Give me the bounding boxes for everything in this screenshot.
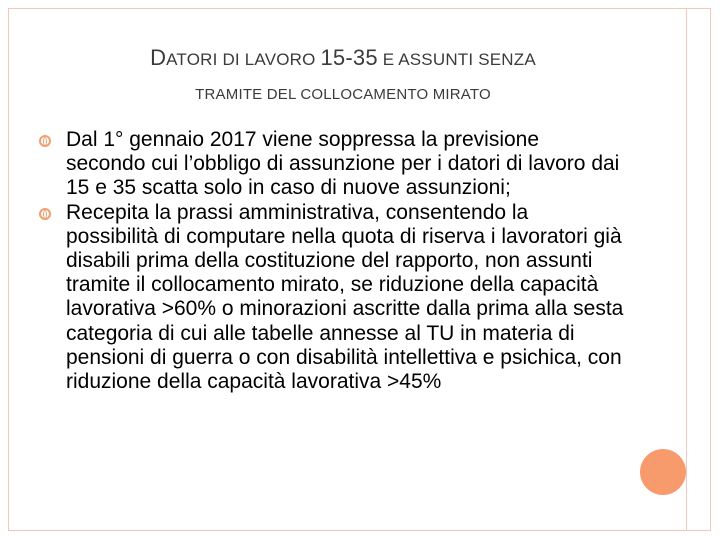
accent-circle [640, 449, 686, 495]
bullet-text: Dal 1° gennaio 2017 viene soppressa la previsione secondo cui l’obbligo di assunzione per i datori di lavoro dai 15 e 35 scatta solo in caso di nuove assunzioni; [66, 128, 620, 200]
slide-title [0, 45, 686, 71]
bullet-list [46, 128, 624, 394]
bullet-icon [39, 208, 51, 220]
title-text-b: E ASSUNTI SENZA [377, 50, 536, 69]
bullet-text: Recepita la prassi amministrativa, consentendo la possibilità di computare nella quota di riserva i lavoratori già disabili prima della costituzione del rapporto, non assunti tramite il collocamento mirato, se riduzione della capacità lavorativa >60% o minorazioni ascritte dalla prima alla sesta categoria di cui alle tabelle annesse al TU in materia di pensioni di guerra o con disabilità intellettiva e psichica, con riduzione della capacità lavorativa >45% [66, 200, 624, 394]
title-text-a: ATORI DI LAVORO [166, 50, 321, 69]
vertical-rule [686, 8, 687, 531]
title-initial: D [150, 45, 167, 70]
bullet-item [46, 201, 624, 395]
slide-subtitle: TRAMITE DEL COLLOCAMENTO MIRATO [195, 86, 491, 103]
bullet-item [46, 128, 624, 201]
title-numbers: 15-35 [320, 45, 378, 70]
bullet-icon [39, 135, 51, 147]
